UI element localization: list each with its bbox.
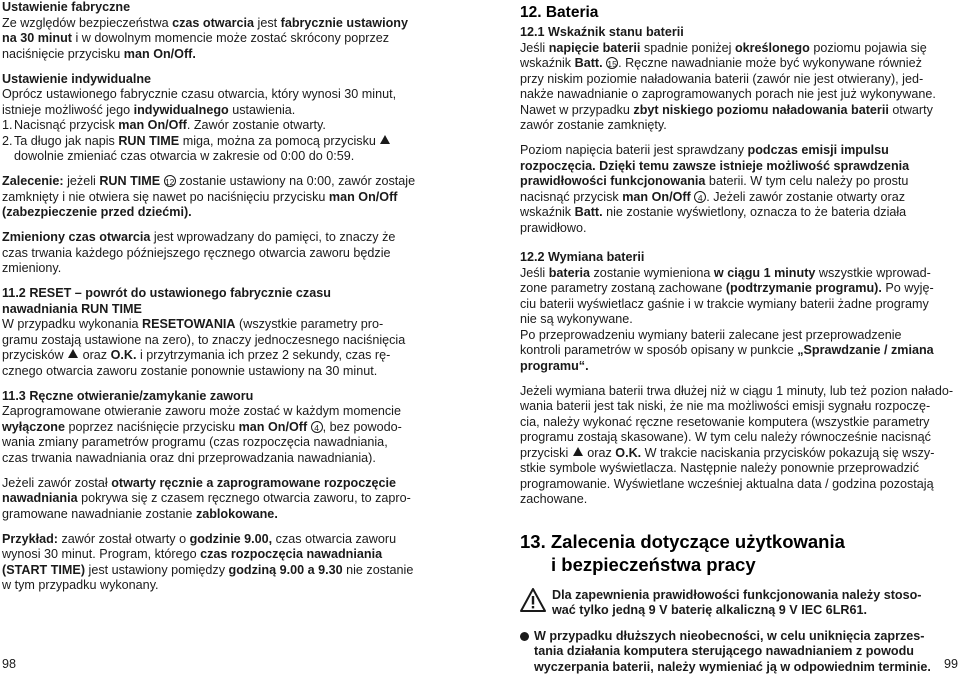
text-bold: RESETOWANIA bbox=[142, 317, 236, 331]
right-column bbox=[520, 0, 956, 685]
text: cznego otwarcia zaworu zostanie ponownie ustawiony na 30 minut. bbox=[2, 363, 378, 378]
step-1 bbox=[2, 118, 460, 134]
text: zachowane. bbox=[520, 492, 588, 506]
bullet-icon bbox=[520, 632, 529, 641]
section-11-3 bbox=[2, 389, 460, 467]
text: poziomu pojawia się bbox=[809, 40, 927, 55]
text-bold: wać tylko jedną 9 V baterię alkaliczną 9 V IEC 6LR61. bbox=[552, 603, 867, 617]
text-bold: określonego bbox=[734, 40, 810, 55]
section-12-1 bbox=[520, 25, 956, 134]
text: zawór został otwarty o bbox=[58, 531, 190, 546]
section-12-2 bbox=[520, 250, 956, 374]
text: Jeżeli zawór został bbox=[2, 475, 112, 490]
bullet-item bbox=[520, 629, 956, 676]
text: oraz bbox=[79, 348, 111, 362]
reset-paragraph bbox=[520, 384, 956, 508]
chapter-13-title: 13. Zalecenia dotyczące użytkowania bbox=[520, 530, 845, 552]
text-bold: podczas emisji impulsu bbox=[747, 143, 889, 157]
text-bold: godzinie 9.00, bbox=[189, 531, 273, 546]
text: czas otwarcia zaworu bbox=[272, 531, 397, 546]
circled-number-icon: 4 bbox=[694, 191, 706, 203]
up-arrow-icon bbox=[573, 447, 583, 456]
text: wania zmiany parametrów programu (czas rozpoczęcia nawadniania, bbox=[2, 435, 388, 449]
text-bold: RUN TIME bbox=[118, 133, 180, 148]
text-bold: rozpoczęcia. Dzięki temu zawsze istnieje możliwość sprawdzenia bbox=[520, 158, 910, 173]
text-bold: w ciągu 1 minuty bbox=[713, 265, 816, 280]
text: w tym przypadku wykonany. bbox=[2, 578, 159, 592]
text: ustawienia. bbox=[228, 102, 296, 117]
text: poprzez naciśnięcie przycisku bbox=[65, 419, 239, 434]
chapter-12-heading: 12. Bateria bbox=[520, 4, 599, 21]
text-bold: fabrycznie ustawiony bbox=[280, 15, 408, 30]
text: pokrywa się z czasem ręcznego otwarcia zaworu, to zapro- bbox=[77, 491, 411, 505]
manual-open-paragraph bbox=[2, 476, 460, 523]
text: otwarty bbox=[888, 102, 933, 117]
section-heading: nawadniania RUN TIME bbox=[2, 301, 142, 316]
text: nie zostanie bbox=[342, 562, 414, 577]
text: jest ustawiony pomiędzy bbox=[85, 562, 229, 577]
text-bold: wyczerpania baterii, należy wymieniać ją w odpowiednim terminie. bbox=[534, 659, 931, 674]
text: nacisnąć przycisk bbox=[520, 189, 623, 204]
chapter-13-heading bbox=[520, 530, 956, 576]
text-bold: man On/Off. bbox=[123, 46, 196, 61]
text: zmieniony. bbox=[2, 261, 62, 275]
text: , bez powodo- bbox=[322, 419, 402, 434]
text: zostanie ustawiony na 0:00, zawór zostaje bbox=[175, 174, 416, 188]
text: stkie symbole wyświetlacza. Następnie należy ponownie przeprowadzić bbox=[520, 461, 919, 475]
text-bold: nawadniania bbox=[2, 491, 78, 505]
page-number-left: 98 bbox=[2, 656, 17, 671]
text: Nawet w przypadku bbox=[520, 102, 634, 117]
text: Po przeprowadzeniu wymiany baterii zalecane jest przeprowadzenie bbox=[520, 327, 902, 342]
text: wania baterii jest tak niski, że nie ma możliwości emisji sygnału rozpoczę- bbox=[520, 399, 931, 413]
text: prawidłowo. bbox=[520, 220, 587, 235]
text: W przypadku wykonania bbox=[2, 317, 142, 331]
text-bold: man On/Off bbox=[118, 118, 187, 132]
text: wskaźnik bbox=[520, 205, 575, 219]
text: oraz bbox=[583, 445, 616, 460]
text: czas trwania nawadniania oraz dni przeprowadzania nawadniania). bbox=[2, 450, 376, 465]
text-bold: godziną 9.00 a 9.30 bbox=[228, 562, 343, 577]
section-heading: 11.2 RESET – powrót do ustawionego fabrycznie czasu bbox=[2, 286, 331, 300]
text: zawór zostanie zamknięty. bbox=[520, 118, 667, 132]
text-bold: Zmieniony czas otwarcia bbox=[2, 230, 151, 244]
text: Zaprogramowane otwieranie zaworu może zostać w każdym momencie bbox=[2, 404, 401, 418]
warning-note bbox=[520, 588, 956, 619]
text: przyciski bbox=[520, 445, 572, 460]
text: jeżeli bbox=[63, 174, 100, 188]
text-bold: na 30 minut bbox=[2, 31, 72, 45]
text-bold: Zalecenie: bbox=[2, 174, 64, 188]
text-bold: zablokowane. bbox=[195, 506, 278, 521]
text: (wszystkie parametry pro- bbox=[235, 317, 384, 331]
step-2 bbox=[2, 134, 460, 150]
changed-time-paragraph bbox=[2, 230, 460, 277]
text: zostanie wymieniona bbox=[590, 265, 714, 280]
section-heading: 12.2 Wymiana baterii bbox=[520, 250, 645, 264]
text: nie są wykonywane. bbox=[520, 312, 633, 326]
text-bold: otwarty ręcznie a zaprogramowane rozpoczęcie bbox=[111, 475, 397, 490]
text-bold: programu“. bbox=[520, 358, 589, 373]
text-bold: prawidłowości funkcjonowania bbox=[520, 174, 706, 188]
left-column bbox=[2, 0, 460, 603]
text-bold: „Sprawdzanie / zmiana bbox=[797, 343, 934, 357]
text: kontroli parametrów w sposób opisany w punkcie bbox=[520, 343, 798, 357]
text: . Ręczne nawadnianie może być wykonywane również bbox=[618, 56, 922, 70]
text: Jeśli bbox=[520, 40, 549, 55]
text: baterii. W tym celu należy po prostu bbox=[705, 174, 909, 188]
example-paragraph bbox=[2, 532, 460, 594]
text-bold: (START TIME) bbox=[2, 562, 86, 577]
text: nie zostanie wyświetlony, oznacza to że bateria działa bbox=[602, 205, 907, 219]
text: nakże nawadnianie o zaprogramowanych porach nie jest już wykonywane. bbox=[520, 87, 936, 101]
text-bold: napięcie baterii bbox=[548, 40, 641, 55]
text-bold: zbyt niskiego poziomu naładowania baterii bbox=[633, 102, 889, 117]
text: Ze względów bezpieczeństwa bbox=[2, 15, 173, 30]
text-bold: W przypadku dłuższych nieobecności, w celu uniknięcia zaprzes- bbox=[534, 628, 925, 643]
text: programu zostają skasowane). W tym celu należy równocześnie nacisnąć bbox=[520, 430, 931, 444]
text: wynosi 30 minut. Program, którego bbox=[2, 547, 201, 561]
text: wskaźnik bbox=[520, 56, 575, 70]
text-bold: tania działania komputera sterującego nawadnianiem z powodu bbox=[534, 644, 914, 658]
text: jest bbox=[254, 15, 281, 30]
text-bold: bateria bbox=[548, 265, 591, 280]
text: cia, należy wykonać ręczne resetowanie komputera (wszystkie parametry bbox=[520, 414, 930, 429]
text: Poziom napięcia baterii jest sprawdzany bbox=[520, 143, 748, 157]
text-bold: czas otwarcia bbox=[172, 15, 255, 30]
up-arrow-icon bbox=[380, 135, 390, 144]
text-bold: O.K. bbox=[615, 445, 642, 460]
text: gramu zostają ustawione na zero), to znaczy jednoczesnego naciśnięcia bbox=[2, 332, 406, 347]
text: Po wyję- bbox=[881, 281, 934, 295]
text-bold: RUN TIME bbox=[99, 174, 161, 188]
text: Jeżeli wymiana baterii trwa dłużej niż w ciągu 1 minuty, lub też pozion nałado- bbox=[520, 383, 954, 398]
text: gramowane nawadnianie zostanie bbox=[2, 506, 196, 521]
text: przycisków bbox=[2, 348, 68, 362]
text: zamknięty i nie otwiera się nawet po naciśnięciu przycisku bbox=[2, 189, 329, 204]
text-bold: Batt. bbox=[574, 56, 603, 70]
text: i przytrzymania ich przez 2 sekundy, czas rę- bbox=[136, 348, 391, 362]
text-bold: Dla zapewnienia prawidłowości funkcjonowania należy stoso- bbox=[552, 587, 922, 602]
text: programowanie. Wyświetlane wcześniej aktualna data / godzina pozostają bbox=[520, 476, 934, 491]
text: przy niskim poziomie naładowania baterii (zawór nie jest otwierany), jed- bbox=[520, 71, 924, 86]
text: dowolnie zmieniać czas otwarcia w zakresie od 0:00 do 0:59. bbox=[14, 149, 355, 163]
chapter-13-title-line-2: i bezpieczeństwa pracy bbox=[551, 553, 756, 575]
factory-setting-section bbox=[2, 0, 460, 62]
text: ciu baterii wyświetlacz gaśnie i w trakcie wymiany baterii żadne programy bbox=[520, 296, 929, 311]
section-heading: 12.1 Wskaźnik stanu baterii bbox=[520, 25, 684, 39]
section-11-2 bbox=[2, 286, 460, 379]
text: miga, można za pomocą przycisku bbox=[179, 133, 376, 148]
text: naciśnięcie przycisku bbox=[2, 46, 124, 61]
recommendation-paragraph bbox=[2, 174, 460, 221]
circled-number-icon: 12 bbox=[164, 177, 175, 187]
text-bold: (zabezpieczenie przed dziećmi). bbox=[2, 205, 192, 219]
text: Nacisnąć przycisk bbox=[14, 118, 119, 132]
circled-number-icon: 15 bbox=[607, 59, 617, 69]
circled-number-icon: 4 bbox=[311, 421, 323, 433]
text: wszystkie wprowad- bbox=[815, 265, 931, 280]
text: . Jeżeli zawór zostanie otwarty oraz bbox=[706, 189, 906, 204]
text-bold: wyłączone bbox=[2, 419, 65, 434]
text-bold: Przykład: bbox=[2, 531, 58, 546]
step-number: 2. bbox=[2, 133, 13, 148]
text: istnieje możliwość jego bbox=[2, 102, 134, 117]
text-bold: man On/Off bbox=[622, 189, 691, 204]
text-bold: (podtrzymanie programu). bbox=[725, 281, 882, 295]
text-bold: man On/Off bbox=[238, 419, 308, 434]
up-arrow-icon bbox=[68, 349, 78, 358]
text: czas trwania każdego późniejszego ręcznego otwarcia zaworu będzie bbox=[2, 245, 391, 260]
text-bold: czas rozpoczęcia nawadniania bbox=[200, 547, 383, 561]
text-bold: O.K. bbox=[110, 348, 137, 362]
text: Jeśli bbox=[520, 265, 549, 280]
page-number-right: 99 bbox=[943, 656, 958, 671]
text: Oprócz ustawionego fabrycznie czasu otwarcia, który wynosi 30 minut, bbox=[2, 87, 397, 101]
individual-setting-section bbox=[2, 72, 460, 165]
text-bold: Batt. bbox=[574, 205, 603, 219]
text: W trakcie naciskania przycisków pokazują się wszy- bbox=[641, 445, 935, 460]
battery-check-paragraph bbox=[520, 143, 956, 236]
text-bold: man On/Off bbox=[328, 189, 398, 204]
warning-icon bbox=[520, 588, 546, 612]
section-heading: 11.3 Ręczne otwieranie/zamykanie zaworu bbox=[2, 388, 254, 403]
text: jest wprowadzany do pamięci, to znaczy że bbox=[150, 230, 396, 244]
individual-setting-title: Ustawienie indywidualne bbox=[2, 71, 152, 86]
text-bold: indywidualnego bbox=[133, 102, 229, 117]
text: Ta długo jak napis bbox=[14, 133, 119, 148]
step-number: 1. bbox=[2, 118, 13, 132]
text: spadnie poniżej bbox=[640, 40, 735, 55]
text: . Zawór zostanie otwarty. bbox=[186, 118, 326, 132]
factory-setting-title: Ustawienie fabryczne bbox=[2, 0, 131, 14]
text: zone parametry zostaną zachowane bbox=[520, 281, 726, 295]
text: i w dowolnym momencie może zostać skrócony poprzez bbox=[71, 31, 390, 45]
